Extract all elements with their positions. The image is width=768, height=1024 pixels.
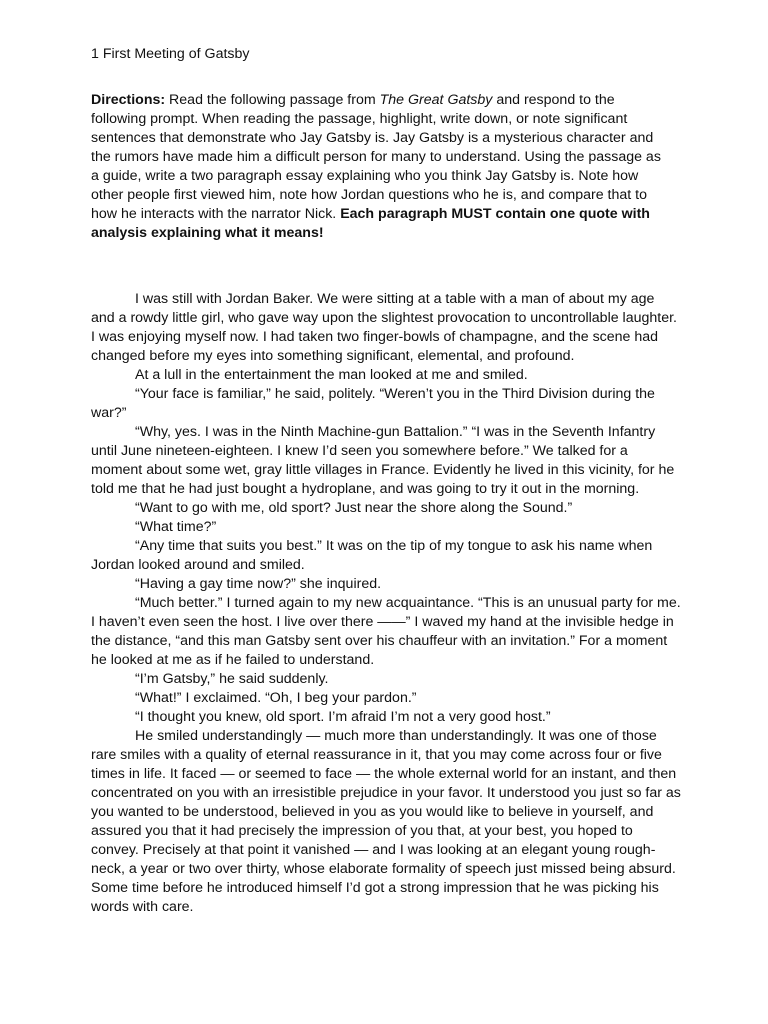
passage-paragraph: “I thought you knew, old sport. I’m afraid I’m not a very good host.” (135, 709, 551, 725)
passage-paragraph: “I’m Gatsby,” he said suddenly. (135, 671, 329, 687)
passage-paragraph: At a lull in the entertainment the man looked at me and smiled. (135, 367, 528, 383)
directions-text-after-book: and respond to the following prompt. When reading the passage, highlight, write down, or note significant sentences that demonstrate who Jay Gatsby is. Jay Gatsby is a mysterious character and the rumors have made him a difficult person for many to understand. Using the passage as a guide, write a two paragraph essay explaining who you think Jay Gatsby is. Note how other people first viewed him, note how Jordan questions who he is, and compare that to how he interacts with the narrator Nick. (91, 92, 661, 222)
passage (91, 290, 681, 917)
passage-paragraph: “What!” I exclaimed. “Oh, I beg your pardon.” (135, 690, 417, 706)
directions-label: Directions: (91, 92, 166, 108)
passage-paragraph: “Your face is familiar,” he said, politely. “Weren’t you in the Third Division during the war?” (91, 386, 655, 421)
document-page (91, 45, 681, 917)
book-title: The Great Gatsby (379, 92, 493, 108)
passage-paragraph: “Why, yes. I was in the Ninth Machine-gun Battalion.” “I was in the Seventh Infantry until June nineteen-eighteen. I knew I’d seen you somewhere before.” We talked for a moment about some wet, gray little villages in France. Evidently he lived in this vicinity, for he told me that he had just bought a hydroplane, and was going to try it out in the morning. (91, 424, 675, 497)
page-title: 1 First Meeting of Gatsby (91, 46, 250, 62)
passage-paragraph: He smiled understandingly — much more than understandingly. It was one of those rare smiles with a quality of eternal reassurance in it, that you may come across four or five times in life. It faced — or seemed to face — the whole external world for an instant, and then concentrated on you with an irresistible prejudice in your favor. It understood you just so far as you wanted to be understood, believed in you as you would like to believe in yourself, and assured you that it had precisely the impression of you that, at your best, you hoped to convey. Precisely at that point it vanished — and I was looking at an elegant young rough-neck, a year or two over thirty, whose elaborate formality of speech just missed being absurd. Some time before he introduced himself I’d got a strong impression that he was picking his words with care. (91, 728, 681, 915)
passage-paragraph: “Having a gay time now?” she inquired. (135, 576, 382, 592)
passage-paragraph: “Any time that suits you best.” It was on the tip of my tongue to ask his name when Jordan looked around and smiled. (91, 538, 653, 573)
directions-text-before-book: Read the following passage from (165, 92, 380, 108)
passage-paragraph: I was still with Jordan Baker. We were sitting at a table with a man of about my age and a rowdy little girl, who gave way upon the slightest provocation to uncontrollable laughter. I was enjoying myself now. I had taken two finger-bowls of champagne, and the scene had changed before my eyes into something significant, elemental, and profound. (91, 291, 677, 364)
directions-emphasis: Each paragraph MUST contain one quote with analysis explaining what it means! (91, 206, 650, 241)
directions-paragraph (91, 91, 671, 243)
passage-paragraph: “Want to go with me, old sport? Just near the shore along the Sound.” (135, 500, 573, 516)
passage-paragraph: “What time?” (135, 519, 217, 535)
passage-paragraph: “Much better.” I turned again to my new acquaintance. “This is an unusual party for me. I haven’t even seen the host. I live over there ——” I waved my hand at the invisible hedge in the distance, “and this man Gatsby sent over his chauffeur with an invitation.” For a moment he looked at me as if he failed to understand. (91, 595, 681, 668)
